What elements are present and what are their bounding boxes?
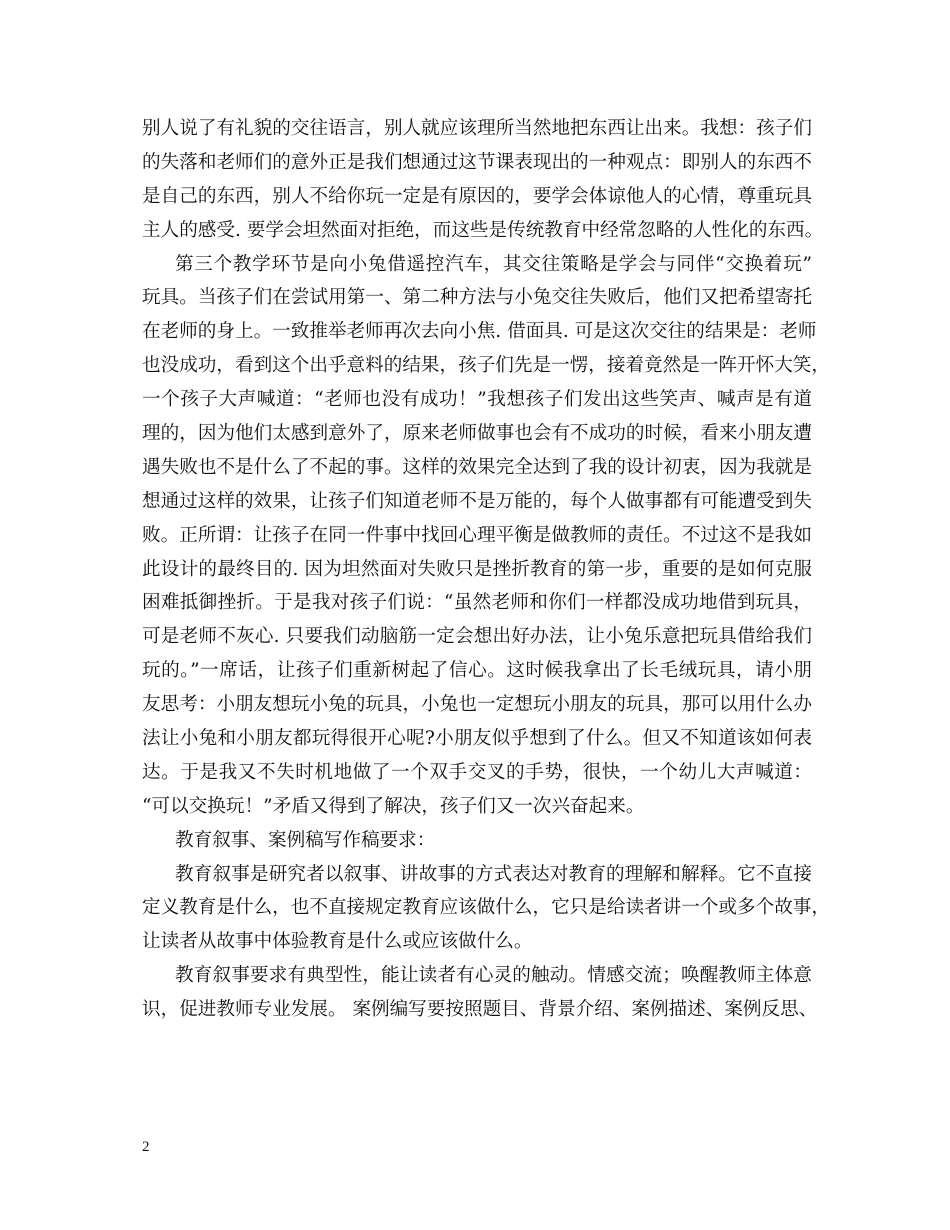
- text-line: 困难抵御挫折。于是我对孩子们说：“虽然老师和你们一样都没成功地借到玩具，: [142, 592, 812, 614]
- text-line: 玩的。”一席话，让孩子们重新树起了信心。这时候我拿出了长毛绒玩具，请小朋: [142, 660, 812, 682]
- text-line: 达。于是我又不失时机地做了一个双手交叉的手势，很快，一个幼儿大声喊道：: [142, 761, 812, 783]
- text-line: 识，促进教师专业发展。 案例编写要按照题目、背景介绍、案例描述、案例反思、: [142, 999, 818, 1021]
- text-line: 教育叙事、案例稿写作稿要求：: [175, 829, 436, 851]
- text-line: 友思考：小朋友想玩小兔的玩具，小兔也一定想玩小朋友的玩具，那可以用什么办: [142, 694, 812, 716]
- text-line: 教育叙事是研究者以叙事、讲故事的方式表达对教育的理解和解释。它不直接: [175, 863, 812, 885]
- body-text: [142, 112, 830, 1027]
- text-line: 可是老师不灰心. 只要我们动脑筋一定会想出好办法，让小兔乐意把玩具借给我们: [142, 626, 812, 648]
- text-line: 别人说了有礼貌的交往语言，别人就应该理所当然地把东西让出来。我想：孩子们: [142, 118, 812, 139]
- page-number: 2: [142, 1139, 150, 1155]
- text-line: 遇失败也不是什么了不起的事。这样的效果完全达到了我的设计初衷，因为我就是: [142, 456, 812, 478]
- text-line: 想通过这样的效果，让孩子们知道老师不是万能的，每个人做事都有可能遭受到失: [142, 490, 812, 512]
- text-line: 败。正所谓：让孩子在同一件事中找回心理平衡是做教师的责任。不过这不是我如: [142, 524, 812, 546]
- text-line: 在老师的身上。一致推举老师再次去向小焦. 借面具. 可是这次交往的结果是：老师: [142, 321, 817, 343]
- text-line: 玩具。当孩子们在尝试用第一、第二种方法与小兔交往失败后，他们又把希望寄托: [142, 287, 812, 309]
- text-line: 让读者从故事中体验教育是什么或应该做什么。: [142, 931, 533, 953]
- text-line: 定义教育是什么，也不直接规定教育应该做什么，它只是给读者讲一个或多个故事，: [142, 897, 830, 919]
- text-line: “可以交换玩！”矛盾又得到了解决，孩子们又一次兴奋起来。: [142, 795, 645, 817]
- text-line: 第三个教学环节是向小兔借遥控汽车，其交往策略是学会与同伴“交换着玩”: [175, 253, 812, 275]
- text-line: 也没成功，看到这个出乎意料的结果，孩子们先是一愣，接着竟然是一阵开怀大笑，: [142, 355, 830, 377]
- text-line: 理的，因为他们太感到意外了，原来老师做事也会有不成功的时候，看来小朋友遭: [142, 423, 812, 445]
- text-line: 此设计的最终目的. 因为坦然面对失败只是挫折教育的第一步，重要的是如何克服: [142, 558, 812, 580]
- text-line: 的失落和老师们的意外正是我们想通过这节课表现出的一种观点：即别人的东西不: [142, 151, 812, 173]
- text-line: 是自己的东西，别人不给你玩一定是有原因的，要学会体谅他人的心情，尊重玩具: [142, 185, 812, 207]
- text-line: 主人的感受. 要学会坦然面对拒绝，而这些是传统教育中经常忽略的人性化的东西。: [142, 219, 824, 241]
- text-line: 教育叙事要求有典型性，能让读者有心灵的触动。情感交流；唤醒教师主体意: [175, 965, 812, 987]
- text-line: 一个孩子大声喊道：“老师也没有成功！”我想孩子们发出这些笑声、喊声是有道: [142, 389, 812, 411]
- text-line: 法让小兔和小朋友都玩得很开心呢?小朋友似乎想到了什么。但又不知道该如何表: [142, 728, 812, 750]
